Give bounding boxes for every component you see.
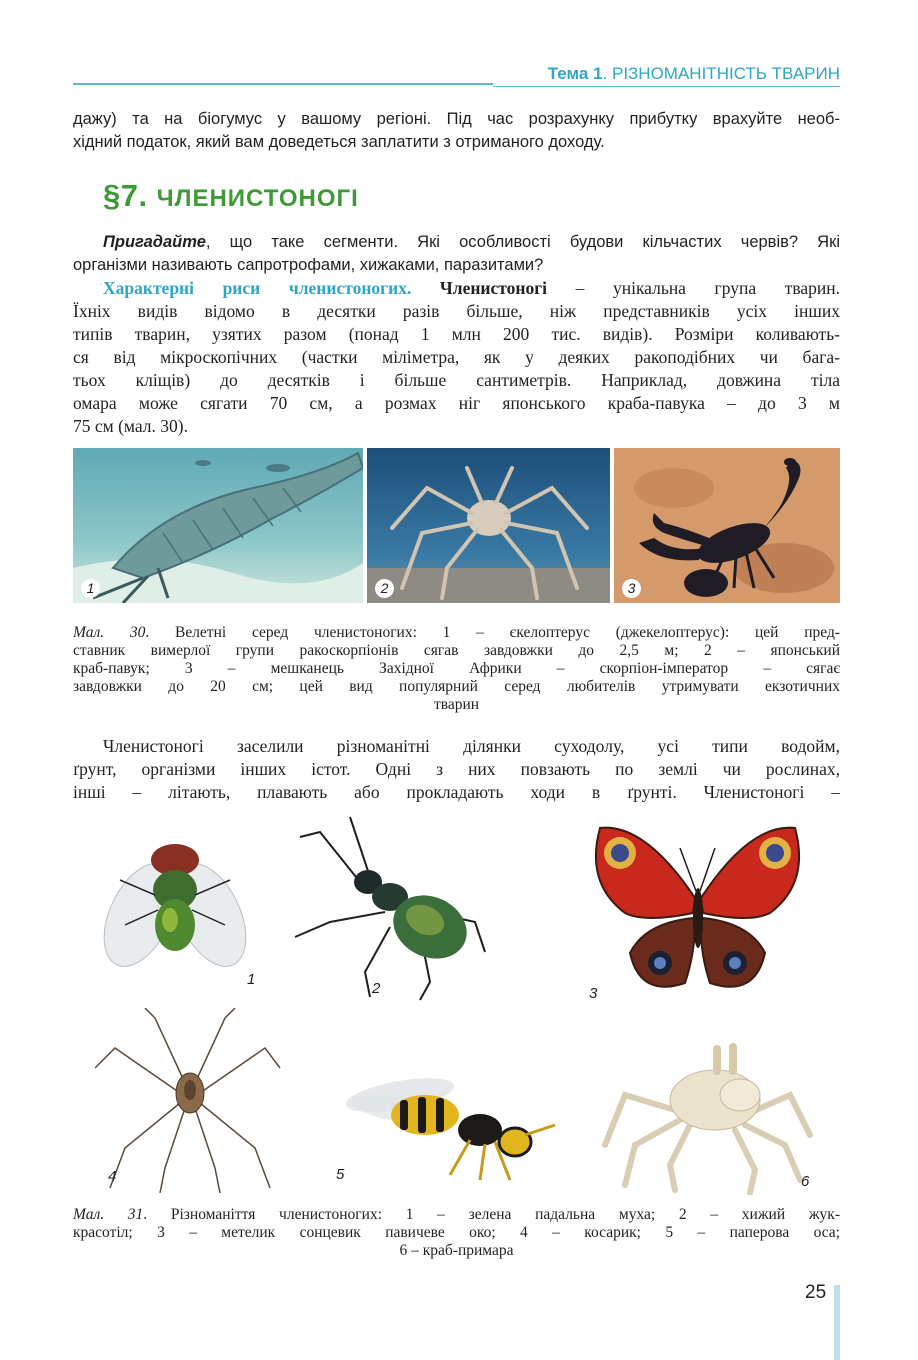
figure-30-caption xyxy=(73,624,840,714)
photo-jaekelopterus xyxy=(73,448,363,603)
text-line: ся від мікроскопічних (частки міліметра, як у деяких ракоподібних чи бага- xyxy=(73,347,840,367)
text-line xyxy=(73,277,840,300)
caption-text: . Велетні серед членистоногих: 1 – єкелоптерус (джекелоптерус): цей пред- xyxy=(145,624,841,641)
header-rule-thin xyxy=(493,86,840,87)
illustration-peacock-butterfly xyxy=(585,823,810,1003)
text-line: типів тварин, узятих разом (понад 1 млн 200 тис. видів). Розміри коливають- xyxy=(73,324,840,344)
photo-label: 1 xyxy=(81,579,100,598)
features-heading: Характерні риси членистоногих. xyxy=(103,278,412,298)
caption-text: . Різноманіття членистоногих: 1 – зелена падальна муха; 2 – хижий жук- xyxy=(143,1206,841,1223)
term-bold: Членистоногі xyxy=(439,278,548,298)
caption-lead: Мал. 31 xyxy=(73,1206,144,1223)
section-number: §7. xyxy=(103,178,148,213)
page-edge-bar xyxy=(834,1285,840,1360)
caption-line: краб-павук; 3 – мешканець Західної Африки – скорпіон-імператор – сягає xyxy=(73,660,840,677)
recall-paragraph xyxy=(73,231,840,277)
text-line: ґрунт, організми інших істот. Одні з них повзають по землі чи рослинах, xyxy=(73,759,840,779)
section-name: ЧЛЕНИСТОНОГІ xyxy=(156,185,359,212)
header-rule xyxy=(73,83,493,85)
caption-line: ставник вимерлої групи ракоскорпіонів сягав завдовжки до 2,5 м; 2 – японський xyxy=(73,642,840,659)
habitat-first-line: Членистоногі заселили різноманітні ділянки суходолу, усі типи водойм, xyxy=(103,736,840,756)
photo-label: 3 xyxy=(622,579,641,598)
features-rest: – унікальна група тварин. xyxy=(547,278,841,298)
illustration-label: 1 xyxy=(247,971,256,988)
photo-japanese-spider-crab xyxy=(367,448,610,603)
caption-lead: Мал. 30 xyxy=(73,624,146,641)
illustration-label: 5 xyxy=(336,1166,345,1183)
illustration-label: 4 xyxy=(108,1168,117,1185)
recall-lead: Пригадайте xyxy=(103,233,206,251)
text-line xyxy=(73,735,840,758)
illustration-label: 3 xyxy=(589,985,598,1002)
illustration-ground-beetle xyxy=(290,812,490,1002)
text-line: дажу) та на біогумус у вашому регіоні. Під час розрахунку прибутку врахуйте необ- xyxy=(73,110,840,128)
habitat-paragraph xyxy=(73,735,840,804)
photo-label: 2 xyxy=(375,579,394,598)
text-line: тьох кліщів) до десятків і більше сантиметрів. Наприклад, довжина тіла xyxy=(73,370,840,390)
illustration-ghost-crab xyxy=(595,1035,820,1195)
illustration-paper-wasp xyxy=(330,1050,560,1190)
caption-line: 6 – краб-примара xyxy=(399,1242,514,1259)
text-line: 75 см (мал. 30). xyxy=(73,416,188,436)
topic-label: Тема 1 xyxy=(547,64,603,83)
page-number: 25 xyxy=(805,1282,827,1303)
text-line: організми називають сапротрофами, хижаками, паразитами? xyxy=(73,256,544,274)
caption-line: завдовжки до 20 см; цей вид популярний серед любителів утримувати екзотичних xyxy=(73,678,840,695)
recall-rest: , що таке сегменти. Які особливості будови кільчастих червів? Які xyxy=(205,233,840,251)
illustration-harvestman xyxy=(95,1008,285,1193)
text-line: інші – літають, плавають або прокладають ходи в ґрунті. Членистоногі – xyxy=(73,782,840,802)
text-line: омара може сягати 70 см, а розмах ніг японського краба-павука – до 3 м xyxy=(73,393,840,413)
topic-title: . РІЗНОМАНІТНІСТЬ ТВАРИН xyxy=(602,64,840,83)
section-title xyxy=(103,178,359,214)
figure-31-caption xyxy=(73,1206,840,1260)
running-header xyxy=(548,64,840,84)
text-line: Їхніх видів відомо в десятки разів більше, ніж представників усіх інших xyxy=(73,301,840,321)
illustration-label: 6 xyxy=(801,1173,810,1190)
text-line: хідний податок, який вам доведеться заплатити з отриманого доходу. xyxy=(73,133,605,151)
illustration-label: 2 xyxy=(372,980,381,997)
caption-line xyxy=(73,624,840,642)
features-paragraph xyxy=(73,277,840,438)
text-line xyxy=(73,231,840,254)
caption-line: тварин xyxy=(433,696,480,713)
caption-line: красотіл; 3 – метелик сонцевик павичеве око; 4 – косарик; 5 – паперова оса; xyxy=(73,1224,840,1241)
intro-paragraph xyxy=(73,108,840,154)
caption-line xyxy=(73,1206,840,1224)
illustration-green-bottle-fly xyxy=(90,825,260,988)
photo-emperor-scorpion xyxy=(614,448,840,603)
